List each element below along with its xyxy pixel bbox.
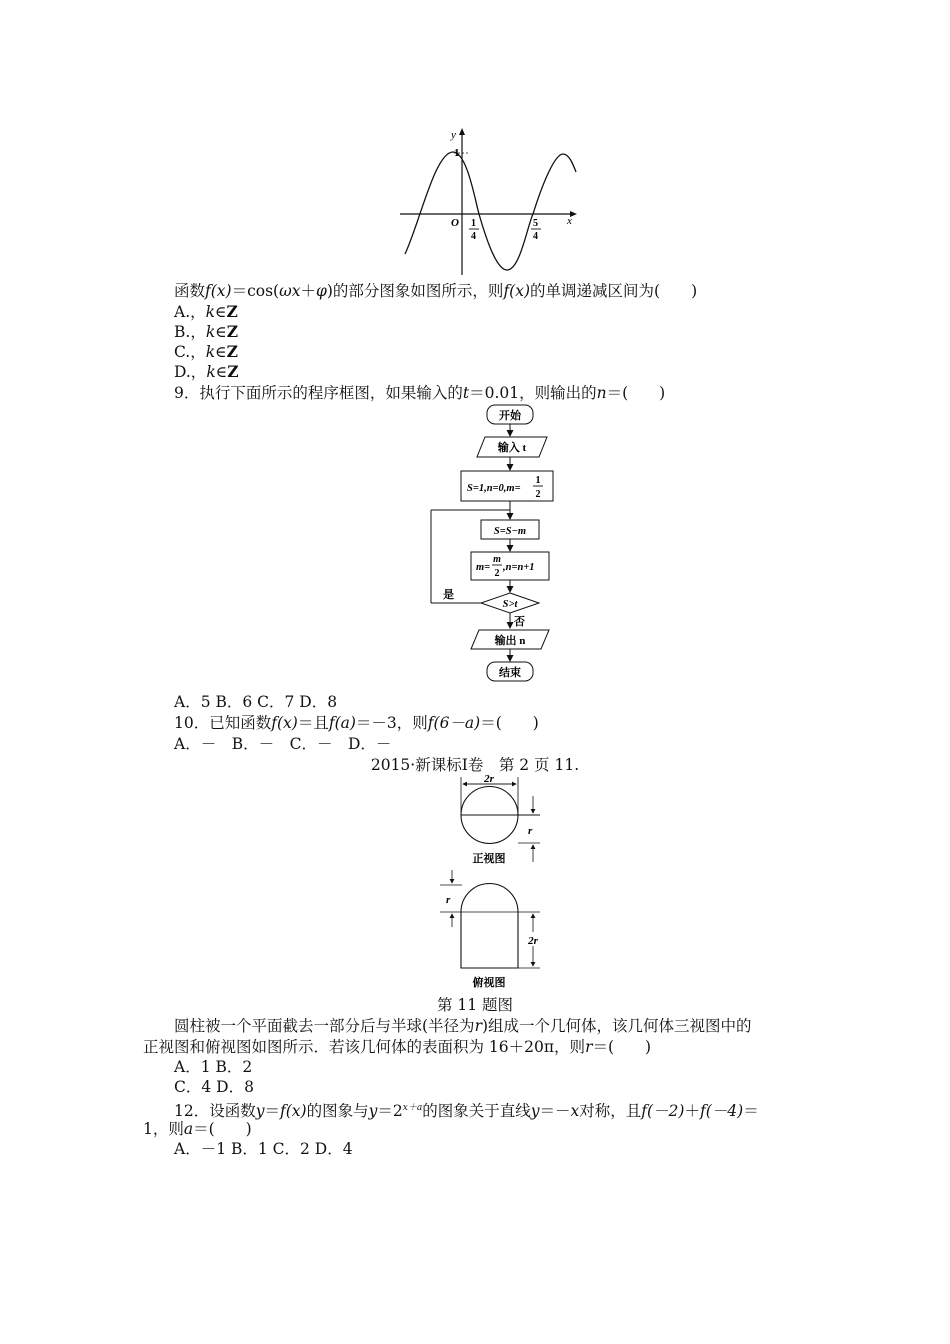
q12-stem-text: ＝	[264, 1102, 281, 1121]
q11-caption: 第 11 题图	[436, 996, 514, 1014]
top-2r-label: 2r	[528, 935, 538, 947]
q12-stem-text: 1，则	[143, 1120, 184, 1138]
q11-stem-line1	[174, 1016, 752, 1036]
q10-f6a: f(6－a)	[427, 714, 481, 732]
q11-stem-text: 正视图和俯视图如图所示．若该几何体的表面积为 16＋20π，则	[143, 1038, 586, 1056]
q12-stem-text: ＝	[743, 1102, 759, 1121]
q8-stem-text: 函数	[174, 282, 206, 300]
q8-option-b	[174, 322, 238, 342]
q8-phi: φ	[316, 282, 327, 300]
option-in: ∈	[215, 303, 227, 321]
option-label: D.，	[174, 363, 207, 381]
init-frac-num: 1	[535, 475, 541, 486]
q12-fm4: f(－4)	[699, 1102, 744, 1121]
q11-r: r	[474, 1017, 482, 1035]
cosine-curve	[405, 152, 576, 270]
q12-stem-text: 12．设函数	[174, 1102, 256, 1121]
q11-stem-text: )组成一个几何体，该几何体三视图中的	[481, 1017, 752, 1035]
top-view-shape	[461, 884, 518, 968]
q12-a: a	[183, 1120, 194, 1138]
q11-answers-2: C．4 D．8	[174, 1078, 254, 1096]
q12-exponent: x＋a	[402, 1103, 423, 1113]
q12-x: x	[570, 1102, 580, 1121]
three-view-figure	[432, 772, 552, 990]
init-label: S=1,n=0,m=	[467, 483, 521, 494]
no-label: 否	[514, 616, 525, 628]
front-r-label: r	[528, 825, 533, 837]
q12-stem-text: ＋	[684, 1102, 700, 1121]
option-k: k	[205, 343, 216, 361]
cosine-graph	[395, 122, 585, 277]
x-axis-label: x	[567, 215, 572, 227]
q11-stem-text: 圆柱被一个平面截去一部分后与半球(半径为	[174, 1017, 475, 1035]
q8-fx: f(x)	[205, 282, 232, 300]
q12-stem-line2	[143, 1119, 252, 1139]
q10-fa: f(a)	[328, 714, 356, 732]
q9-stem-text: ＝0.01，则输出的	[469, 384, 597, 402]
q8-stem-text: ＝cos(	[231, 282, 280, 300]
q10-stem-text: ＝( )	[480, 714, 539, 732]
option-set: Z	[226, 322, 239, 341]
option-set: Z	[227, 362, 239, 381]
q10-answers: A．－ B．－ C．－ D．－	[174, 735, 392, 753]
flowchart	[425, 402, 565, 687]
option-set: Z	[226, 302, 238, 321]
q10-stem	[174, 713, 539, 733]
q8-option-d	[174, 362, 239, 382]
q8-option-c	[174, 342, 238, 362]
q8-stem-text: 的单调递减区间为( )	[530, 282, 698, 300]
q8-stem	[174, 281, 697, 301]
step1-label: S=S−m	[493, 526, 527, 537]
q10-stem-text: 10．已知函数	[174, 714, 272, 732]
q8-fx: f(x)	[503, 282, 531, 300]
q8-omega: ωx	[279, 282, 301, 300]
option-label: C.，	[174, 343, 206, 361]
q11-stem-line2	[143, 1037, 651, 1057]
q9-stem-text: 9．执行下面所示的程序框图，如果输入的	[174, 384, 463, 402]
q9-stem-text: ＝( )	[606, 384, 666, 402]
q12-stem-text: ＝( )	[193, 1120, 252, 1138]
q10-stem-text: ＝－3，则	[355, 714, 428, 732]
top-view-label: 俯视图	[472, 977, 506, 989]
q12-y: y	[368, 1102, 378, 1121]
condition-label: S>t	[502, 599, 518, 610]
tick-1-4-num: 1	[471, 218, 476, 229]
footer-line: 2015·新课标Ⅰ卷 第 2 页 11.	[370, 756, 580, 774]
option-k: k	[206, 363, 216, 381]
origin-label: O	[451, 217, 459, 229]
option-in: ∈	[215, 323, 227, 341]
q11-answers-1: A．1 B．2	[174, 1058, 253, 1076]
q9-n: n	[596, 384, 607, 402]
q8-option-a	[174, 302, 238, 322]
q8-stem-text: )的部分图象如图所示，则	[326, 282, 504, 300]
one-label: 1	[454, 147, 460, 159]
option-in: ∈	[215, 363, 228, 381]
q12-y: y	[530, 1102, 540, 1121]
q12-stem-text: ＝2	[377, 1102, 403, 1121]
step2-label-b: ,n=n+1	[503, 562, 535, 573]
step2-label-a: m=	[476, 562, 491, 573]
q12-stem-text: 对称，且	[579, 1102, 642, 1121]
q9-t: t	[462, 384, 470, 402]
q12-answers: A．－1 B．1 C．2 D．4	[174, 1140, 353, 1158]
q12-y: y	[255, 1102, 265, 1121]
option-label: B.，	[174, 323, 206, 341]
start-label: 开始	[499, 410, 521, 422]
option-label: A.，	[174, 303, 206, 321]
option-k: k	[205, 323, 216, 341]
top-r-label: r	[446, 894, 451, 906]
q12-stem-text: 的图象关于直线	[422, 1102, 531, 1121]
y-axis-arrow	[459, 128, 465, 135]
y-axis-label: y	[451, 129, 456, 141]
option-set: Z	[226, 342, 238, 361]
q10-fx: f(x)	[271, 714, 298, 732]
tick-1-4-den: 4	[471, 231, 476, 242]
init-frac-den: 2	[535, 489, 541, 500]
tick-5-4-num: 5	[533, 218, 538, 229]
front-view-label: 正视图	[472, 853, 506, 865]
tick-5-4-den: 4	[533, 231, 538, 242]
option-in: ∈	[215, 343, 227, 361]
q12-fm2: f(－2)	[641, 1102, 685, 1121]
output-label: 输出 n	[494, 635, 526, 647]
q12-stem-text: 的图象与	[306, 1102, 369, 1121]
q12-fx: f(x)	[280, 1102, 307, 1121]
option-k: k	[205, 303, 216, 321]
q12-stem-line1	[174, 1098, 759, 1121]
end-label: 结束	[499, 667, 521, 679]
q8-stem-text: ＋	[300, 282, 317, 300]
q11-r: r	[585, 1038, 593, 1056]
width-label: 2r	[484, 773, 494, 785]
step2-frac-den: 2	[494, 568, 500, 579]
step2-frac-num: m	[493, 554, 501, 565]
yes-label: 是	[443, 589, 454, 601]
q9-answers: A．5 B．6 C．7 D．8	[174, 693, 338, 711]
q10-stem-text: ＝且	[297, 714, 329, 732]
q9-stem	[174, 383, 665, 403]
q11-stem-text: ＝( )	[592, 1038, 652, 1056]
input-label: 输入 t	[497, 442, 527, 454]
q12-stem-text: ＝－	[539, 1102, 571, 1121]
